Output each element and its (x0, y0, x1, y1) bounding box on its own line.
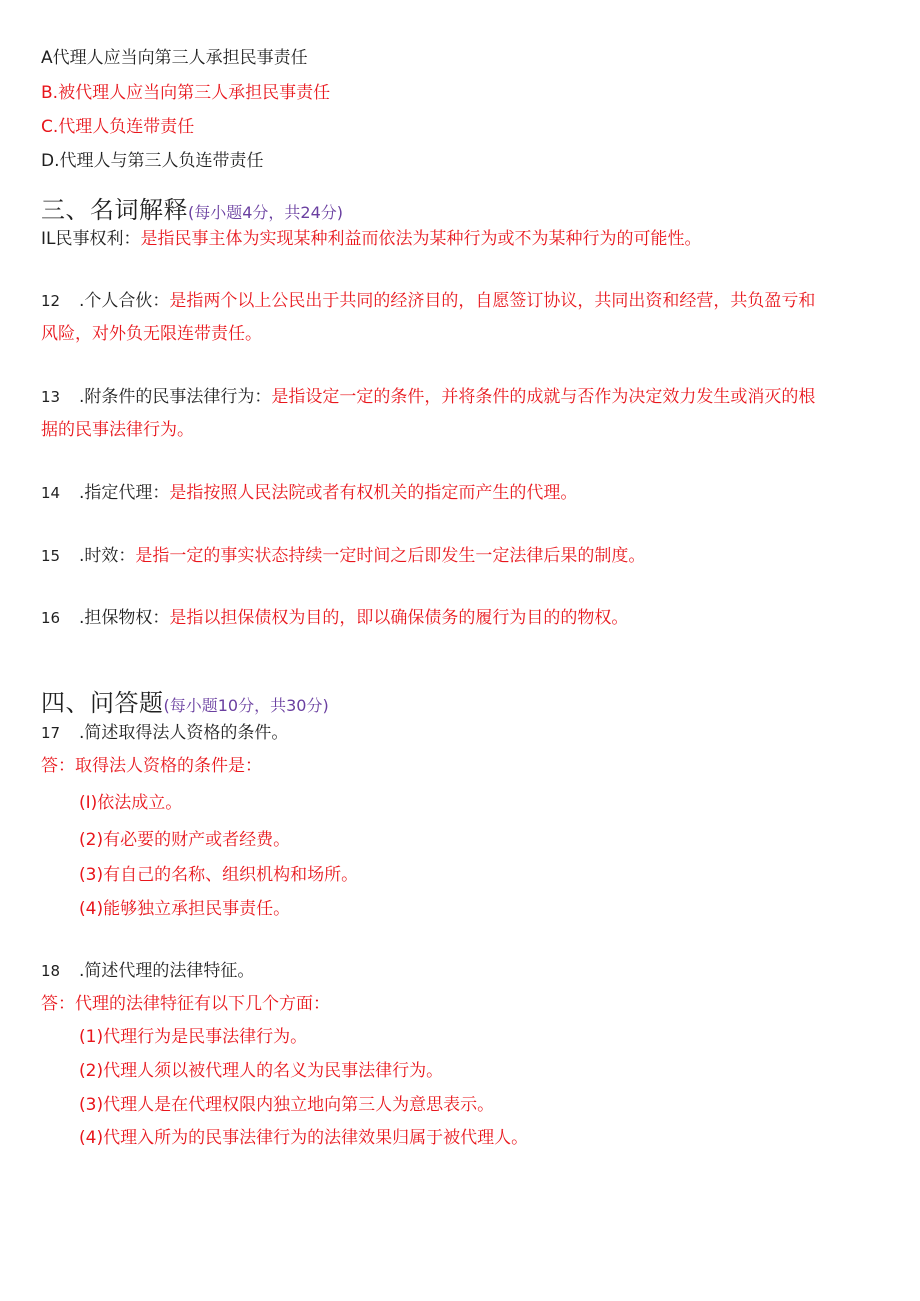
answer-17-point-2: (2)有必要的财产或者经费。 (79, 830, 291, 850)
section-3-score: (每小题4分，共24分) (188, 203, 344, 222)
question-17-text: .简述取得法人资格的条件。 (79, 723, 289, 743)
term-13-label: .附条件的民事法律行为： (79, 387, 272, 407)
term-13-number: 13 (41, 388, 61, 406)
term-16-definition: 是指以担保债权为目的，即以确保债务的履行为目的的物权。 (169, 608, 629, 628)
question-18-text: .简述代理的法律特征。 (79, 961, 255, 981)
option-d: D.代理人与第三人负连带责任 (41, 151, 264, 171)
section-4-title: 四、问答题 (41, 689, 164, 717)
answer-17-point-1: (I)依法成立。 (79, 793, 183, 813)
question-17-number: 17 (41, 724, 61, 742)
section-4-heading (41, 683, 329, 718)
term-15 (41, 545, 645, 567)
term-14-label: .指定代理： (79, 483, 170, 503)
term-12-definition: 是指两个以上公民出于共同的经济目的，自愿签订协议，共同出资和经营，共负盈亏和 (169, 291, 816, 311)
answer-18-point-3: (3)代理人是在代理权限内独立地向第三人为意思表示。 (79, 1095, 495, 1115)
answer-17-point-4: (4)能够独立承担民事责任。 (79, 899, 291, 919)
term-14-number: 14 (41, 484, 61, 502)
term-11-label: IL民事权利： (41, 229, 141, 249)
term-15-number: 15 (41, 547, 61, 565)
option-a: A代理人应当向第三人承担民事责任 (41, 48, 308, 68)
section-3-heading (41, 190, 343, 225)
answer-18-point-2: (2)代理人须以被代理人的名义为民事法律行为。 (79, 1061, 444, 1081)
question-18 (41, 960, 254, 982)
term-12-definition-cont: 风险，对外负无限连带责任。 (41, 324, 262, 344)
term-12 (41, 290, 815, 312)
term-16 (41, 607, 628, 629)
term-12-number: 12 (41, 292, 61, 310)
answer-18-point-1: (1)代理行为是民事法律行为。 (79, 1027, 308, 1047)
term-13-definition-cont: 据的民事法律行为。 (41, 420, 194, 440)
answer-18-intro: 答：代理的法律特征有以下几个方面： (41, 994, 330, 1014)
answer-18-point-4: (4)代理入所为的民事法律行为的法律效果归属于被代理人。 (79, 1128, 529, 1148)
term-11-definition: 是指民事主体为实现某种利益而依法为某种行为或不为某种行为的可能性。 (140, 229, 702, 249)
term-13 (41, 386, 815, 408)
term-16-number: 16 (41, 609, 61, 627)
section-4-score: (每小题10分，共30分) (163, 696, 329, 715)
option-c: C.代理人负连带责任 (41, 117, 195, 137)
term-16-label: .担保物权： (79, 608, 170, 628)
question-18-number: 18 (41, 962, 61, 980)
term-13-definition: 是指设定一定的条件，并将条件的成就与否作为决定效力发生或消灭的根 (271, 387, 816, 407)
option-b: B.被代理人应当向第三人承担民事责任 (41, 83, 331, 103)
answer-17-point-3: (3)有自己的名称、组织机构和场所。 (79, 865, 359, 885)
term-11 (41, 228, 702, 250)
term-14 (41, 482, 577, 504)
term-12-label: .个人合伙： (79, 291, 170, 311)
term-14-definition: 是指按照人民法院或者有权机关的指定而产生的代理。 (169, 483, 578, 503)
question-17 (41, 722, 288, 744)
section-3-title: 三、名词解释 (41, 196, 188, 224)
answer-17-intro: 答：取得法人资格的条件是： (41, 756, 262, 776)
term-15-definition: 是指一定的事实状态持续一定时间之后即发生一定法律后果的制度。 (135, 546, 646, 566)
term-15-label: .时效： (79, 546, 136, 566)
